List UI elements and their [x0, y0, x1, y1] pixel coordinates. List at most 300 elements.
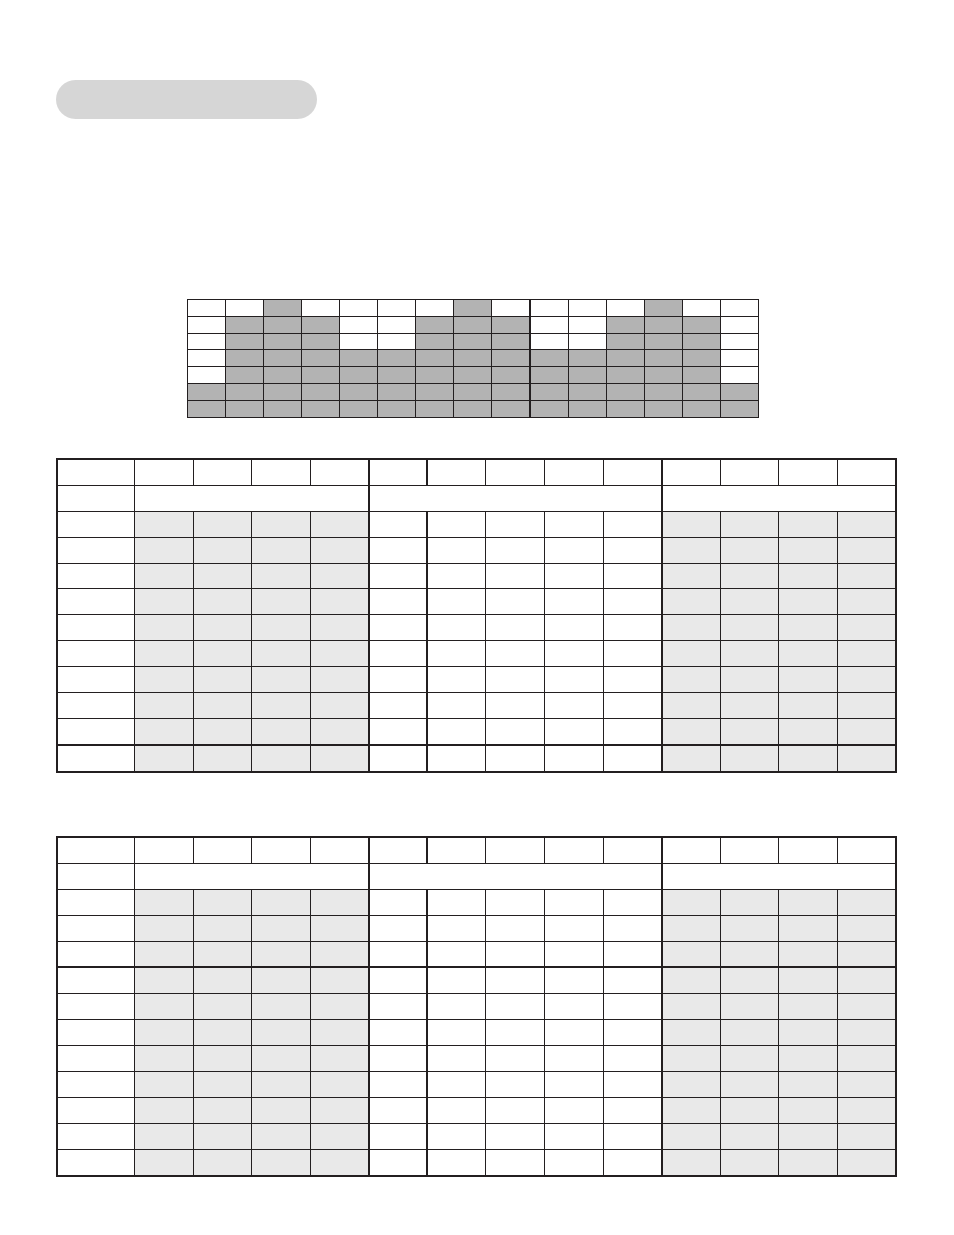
shaded-cell [720, 511, 779, 537]
row-label-cell [57, 1046, 135, 1072]
grid-cell-filled [302, 316, 340, 333]
grid-cell-filled [569, 350, 607, 367]
table-cell [603, 615, 662, 641]
shaded-cell [720, 537, 779, 563]
table-cell [603, 718, 662, 744]
grid-cell-filled [683, 400, 721, 417]
shaded-cell [837, 941, 896, 967]
table-cell [427, 615, 486, 641]
shaded-cell [720, 1149, 779, 1175]
grid-cell-filled [378, 350, 416, 367]
shaded-cell [662, 1020, 721, 1046]
grid-cell-filled [416, 383, 454, 400]
table-cell [603, 641, 662, 667]
shaded-cell [310, 1072, 369, 1098]
grid-cell-filled [492, 350, 531, 367]
shaded-cell [779, 718, 838, 744]
shaded-cell [837, 1149, 896, 1175]
shaded-cell [779, 511, 838, 537]
table-row [57, 1123, 896, 1149]
shaded-cell [779, 1097, 838, 1123]
grid-cell-filled [492, 316, 531, 333]
table-row [57, 718, 896, 744]
table-cell [603, 511, 662, 537]
shaded-cell [252, 615, 311, 641]
shaded-cell [720, 1046, 779, 1072]
grid-cell-filled [416, 316, 454, 333]
shaded-cell [779, 915, 838, 941]
table-group-row [57, 863, 896, 889]
shaded-cell [779, 641, 838, 667]
shaded-cell [662, 537, 721, 563]
table-cell [369, 537, 428, 563]
table-cell [369, 994, 428, 1020]
grid-cell-filled [340, 400, 378, 417]
shaded-cell [662, 941, 721, 967]
shaded-cell [310, 941, 369, 967]
table-cell [369, 1123, 428, 1149]
shaded-cell [193, 641, 252, 667]
table-row [57, 967, 896, 993]
table-cell [369, 563, 428, 589]
shaded-cell [193, 1149, 252, 1175]
grid-cell-empty [492, 300, 531, 317]
shaded-cell [135, 889, 194, 915]
shaded-cell [720, 693, 779, 719]
group-header-cell [369, 863, 662, 889]
grid-cell-filled [378, 383, 416, 400]
grid-cell-filled [607, 333, 645, 350]
grid-cell-filled [569, 367, 607, 384]
shaded-cell [135, 1072, 194, 1098]
grid-cell-filled [645, 316, 683, 333]
grid-cell-empty [378, 316, 416, 333]
row-label-cell [57, 1020, 135, 1046]
table-cell [544, 1046, 603, 1072]
shaded-cell [310, 1123, 369, 1149]
header-cell [544, 459, 603, 485]
table-cell [544, 1123, 603, 1149]
shaded-cell [779, 1020, 838, 1046]
shaded-cell [252, 1097, 311, 1123]
grid-cell-filled [683, 350, 721, 367]
table-cell [427, 994, 486, 1020]
shaded-cell [193, 1072, 252, 1098]
shaded-cell [135, 745, 194, 772]
table-cell [427, 1046, 486, 1072]
grid-cell-empty [340, 316, 378, 333]
table-cell [486, 563, 545, 589]
table-cell [427, 537, 486, 563]
header-cell [837, 459, 896, 485]
shaded-cell [310, 693, 369, 719]
shaded-cell [779, 941, 838, 967]
table-cell [486, 941, 545, 967]
shaded-cell [720, 941, 779, 967]
shaded-cell [837, 967, 896, 993]
row-label-cell [57, 994, 135, 1020]
grid-cell-empty [188, 350, 226, 367]
shaded-cell [135, 641, 194, 667]
grid-cell-empty [378, 333, 416, 350]
table-cell [486, 1097, 545, 1123]
grid-cell-filled [530, 367, 569, 384]
table-row [57, 889, 896, 915]
grid-cell-empty [530, 300, 569, 317]
shaded-cell [252, 745, 311, 772]
grid-cell-filled [683, 367, 721, 384]
shaded-cell [310, 641, 369, 667]
table-cell [427, 1097, 486, 1123]
table-cell [369, 889, 428, 915]
shaded-cell [252, 718, 311, 744]
row-label-cell [57, 941, 135, 967]
grid-cell-filled [454, 316, 492, 333]
grid-row [188, 350, 759, 367]
table-row [57, 994, 896, 1020]
grid-cell-filled [607, 316, 645, 333]
table-cell [603, 667, 662, 693]
shaded-cell [662, 1149, 721, 1175]
grid-cell-filled [569, 400, 607, 417]
table-cell [427, 1020, 486, 1046]
group-header-cell [662, 863, 896, 889]
row-label-cell [57, 485, 135, 511]
shaded-cell [252, 511, 311, 537]
row-label-cell [57, 1123, 135, 1149]
grid-cell-filled [264, 367, 302, 384]
group-header-cell [662, 485, 896, 511]
table-cell [427, 745, 486, 772]
table-cell [486, 667, 545, 693]
table-row [57, 1020, 896, 1046]
shaded-cell [779, 667, 838, 693]
table-cell [544, 718, 603, 744]
grid-cell-empty [721, 333, 759, 350]
shaded-cell [310, 994, 369, 1020]
grid-cell-filled [302, 350, 340, 367]
table-cell [369, 1020, 428, 1046]
grid-cell-filled [683, 333, 721, 350]
row-label-cell [57, 563, 135, 589]
table-row [57, 615, 896, 641]
grid-cell-filled [530, 383, 569, 400]
table-cell [427, 693, 486, 719]
table-cell [544, 1097, 603, 1123]
header-cell [662, 837, 721, 863]
table-cell [486, 1149, 545, 1175]
table-cell [544, 915, 603, 941]
shaded-cell [837, 537, 896, 563]
shaded-cell [720, 718, 779, 744]
shaded-cell [252, 537, 311, 563]
table-cell [486, 1046, 545, 1072]
grid-cell-filled [607, 400, 645, 417]
table-row [57, 589, 896, 615]
table-cell [369, 915, 428, 941]
shaded-cell [662, 615, 721, 641]
table-cell [486, 889, 545, 915]
table-cell [427, 967, 486, 993]
grid-row [188, 400, 759, 417]
group-header-cell [135, 863, 369, 889]
shaded-cell [779, 589, 838, 615]
shaded-cell [779, 537, 838, 563]
table-cell [369, 1097, 428, 1123]
grid-cell-filled [454, 400, 492, 417]
group-header-cell [135, 485, 369, 511]
grid-cell-filled [226, 367, 264, 384]
shaded-cell [310, 1046, 369, 1072]
table-cell [544, 615, 603, 641]
header-cell [193, 837, 252, 863]
grid-cell-empty [721, 367, 759, 384]
table-cell [486, 745, 545, 772]
grid-cell-filled [416, 350, 454, 367]
grid-cell-filled [226, 350, 264, 367]
table-cell [603, 889, 662, 915]
shaded-cell [135, 967, 194, 993]
shaded-cell [310, 511, 369, 537]
grid-cell-filled [226, 333, 264, 350]
grid-cell-filled [645, 367, 683, 384]
shaded-cell [135, 589, 194, 615]
shaded-cell [779, 1123, 838, 1149]
shaded-cell [135, 1046, 194, 1072]
shaded-cell [193, 1046, 252, 1072]
grid-cell-filled [492, 383, 531, 400]
table-cell [427, 889, 486, 915]
grid-cell-empty [569, 316, 607, 333]
table-cell [427, 667, 486, 693]
shaded-cell [837, 667, 896, 693]
grid-cell-filled [569, 383, 607, 400]
shaded-cell [837, 563, 896, 589]
shaded-cell [837, 511, 896, 537]
shaded-cell [252, 1046, 311, 1072]
table-cell [603, 745, 662, 772]
shaded-cell [310, 967, 369, 993]
shaded-cell [193, 1020, 252, 1046]
shaded-cell [837, 915, 896, 941]
shaded-cell [837, 1123, 896, 1149]
grid-cell-filled [340, 367, 378, 384]
shaded-cell [252, 1072, 311, 1098]
table-cell [544, 941, 603, 967]
shaded-cell [135, 994, 194, 1020]
grid-cell-empty [302, 300, 340, 317]
table-cell [544, 1149, 603, 1175]
header-cell [427, 459, 486, 485]
table-row [57, 941, 896, 967]
table-cell [544, 589, 603, 615]
table-cell [427, 1072, 486, 1098]
shaded-cell [662, 915, 721, 941]
table-row [57, 1046, 896, 1072]
table-row [57, 511, 896, 537]
shaded-cell [193, 693, 252, 719]
shaded-cell [662, 745, 721, 772]
grid-cell-filled [340, 383, 378, 400]
shaded-cell [135, 1097, 194, 1123]
grid-cell-filled [645, 350, 683, 367]
table-cell [603, 693, 662, 719]
shaded-cell [310, 889, 369, 915]
table-cell [369, 941, 428, 967]
table-row [57, 693, 896, 719]
shaded-cell [720, 1123, 779, 1149]
shaded-cell [252, 667, 311, 693]
shaded-cell [720, 889, 779, 915]
shaded-cell [837, 641, 896, 667]
shaded-cell [310, 1097, 369, 1123]
row-label-cell [57, 537, 135, 563]
shaded-cell [252, 941, 311, 967]
shaded-cell [252, 915, 311, 941]
grid-cell-empty [416, 300, 454, 317]
table-row [57, 1097, 896, 1123]
table-cell [486, 537, 545, 563]
grid-cell-empty [378, 300, 416, 317]
table-row [57, 667, 896, 693]
table-cell [544, 537, 603, 563]
grid-cell-empty [569, 333, 607, 350]
table-cell [603, 967, 662, 993]
header-cell [369, 837, 428, 863]
table-cell [486, 693, 545, 719]
header-cell [252, 837, 311, 863]
table-cell [486, 615, 545, 641]
grid-cell-filled [188, 383, 226, 400]
shaded-cell [837, 889, 896, 915]
shaded-cell [662, 889, 721, 915]
shaded-cell [779, 745, 838, 772]
grid-cell-empty [188, 367, 226, 384]
table-cell [427, 589, 486, 615]
table-cell [603, 1123, 662, 1149]
shaded-cell [720, 1020, 779, 1046]
table-row [57, 745, 896, 772]
shaded-cell [252, 563, 311, 589]
grid-cell-empty [188, 300, 226, 317]
grid-cell-filled [607, 350, 645, 367]
shaded-cell [779, 693, 838, 719]
grid-cell-empty [340, 333, 378, 350]
grid-cell-filled [721, 383, 759, 400]
grid-cell-filled [530, 400, 569, 417]
grid-row [188, 383, 759, 400]
shaded-cell [193, 537, 252, 563]
table-cell [603, 589, 662, 615]
shaded-cell [193, 563, 252, 589]
grid-cell-filled [645, 300, 683, 317]
shaded-cell [135, 537, 194, 563]
shaded-cell [310, 537, 369, 563]
header-cell [135, 459, 194, 485]
shaded-cell [193, 915, 252, 941]
shaded-cell [193, 589, 252, 615]
shaded-cell [193, 1097, 252, 1123]
shaded-cell [837, 994, 896, 1020]
grid-cell-filled [264, 333, 302, 350]
grid-cell-filled [264, 300, 302, 317]
table-cell [369, 511, 428, 537]
grid-row [188, 316, 759, 333]
grid-cell-empty [569, 300, 607, 317]
shaded-cell [779, 967, 838, 993]
data-table-2 [56, 836, 897, 1177]
grid-cell-filled [416, 400, 454, 417]
header-cell [193, 459, 252, 485]
table-cell [603, 1020, 662, 1046]
shaded-cell [720, 1072, 779, 1098]
table-cell [486, 1123, 545, 1149]
shaded-cell [720, 563, 779, 589]
table-cell [369, 667, 428, 693]
shaded-cell [662, 1123, 721, 1149]
header-cell [662, 459, 721, 485]
grid-row [188, 367, 759, 384]
grid-cell-filled [302, 383, 340, 400]
grid-cell-empty [721, 316, 759, 333]
grid-cell-filled [645, 333, 683, 350]
table-cell [544, 994, 603, 1020]
grid-cell-filled [378, 367, 416, 384]
grid-cell-filled [226, 400, 264, 417]
grid-cell-filled [416, 333, 454, 350]
table-cell [427, 718, 486, 744]
shaded-cell [252, 1020, 311, 1046]
shaded-cell [135, 915, 194, 941]
shaded-cell [720, 641, 779, 667]
table-cell [369, 967, 428, 993]
grid-cell-filled [302, 333, 340, 350]
shaded-cell [310, 718, 369, 744]
table-cell [544, 511, 603, 537]
grid-cell-empty [530, 316, 569, 333]
table-cell [603, 537, 662, 563]
header-cell [427, 837, 486, 863]
table-cell [544, 745, 603, 772]
table-cell [369, 718, 428, 744]
header-cell [252, 459, 311, 485]
shaded-cell [720, 667, 779, 693]
shaded-cell [193, 967, 252, 993]
grid-cell-empty [683, 300, 721, 317]
table-cell [427, 941, 486, 967]
shaded-cell [135, 563, 194, 589]
shaded-cell [135, 1149, 194, 1175]
grid-cell-empty [721, 350, 759, 367]
table-cell [544, 889, 603, 915]
grid-cell-filled [683, 316, 721, 333]
shaded-cell [779, 1046, 838, 1072]
grid-cell-filled [264, 383, 302, 400]
table-cell [427, 511, 486, 537]
shaded-cell [837, 1072, 896, 1098]
shaded-cell [135, 667, 194, 693]
table-cell [369, 745, 428, 772]
table-cell [603, 915, 662, 941]
grid-cell-filled [607, 367, 645, 384]
header-cell [779, 459, 838, 485]
table-header-row [57, 459, 896, 485]
grid-cell-empty [188, 333, 226, 350]
shaded-cell [135, 511, 194, 537]
table-cell [603, 1072, 662, 1098]
grid-cell-filled [492, 400, 531, 417]
table-cell [427, 1123, 486, 1149]
